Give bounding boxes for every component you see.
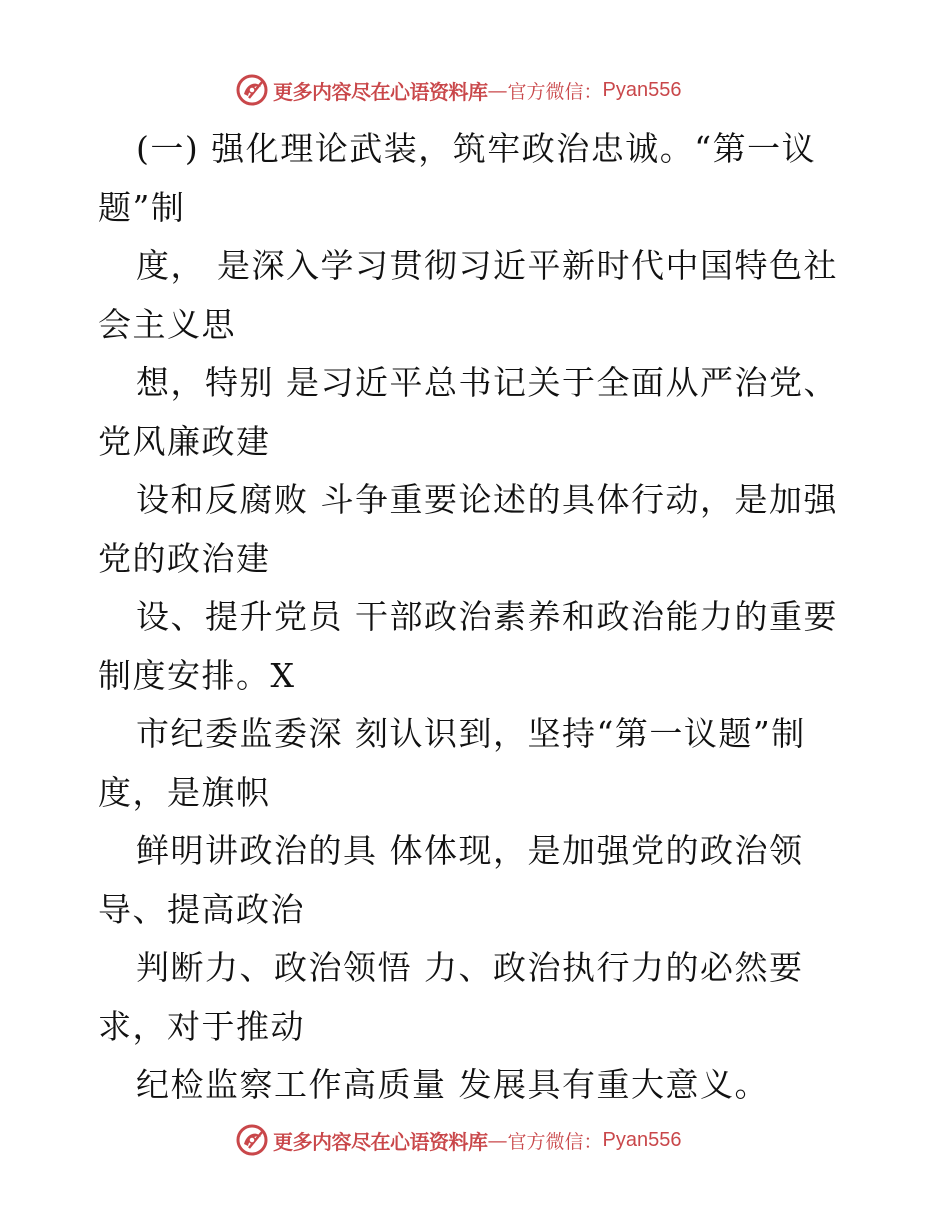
text-line: 度， 是深入学习贯彻习近平新时代中国特色社: [136, 246, 838, 285]
banner-wechat-label: 官方微信：: [507, 1130, 603, 1153]
banner-wechat-id: Pyan556: [602, 1128, 682, 1151]
footer-banner: [235, 1122, 681, 1158]
red-swirl-logo-icon: [235, 1123, 269, 1157]
text-line: 求，对于推动: [98, 1006, 305, 1046]
text-line: 制度安排。X: [98, 655, 296, 695]
text-line: 度，是旗帜: [98, 772, 271, 812]
red-swirl-logo-icon: [235, 73, 269, 107]
banner-brand-text: 更多内容尽在心语资料库: [273, 79, 488, 104]
text-line: 纪检监察工作高质量 发展具有重大意义。: [136, 1065, 769, 1104]
text-line: 党的政治建: [98, 538, 271, 578]
header-banner: [235, 72, 681, 108]
text-line: 设、提升党员 干部政治素养和政治能力的重要: [136, 597, 838, 636]
banner-separator: —: [487, 1128, 508, 1152]
text-line: 市纪委监委深 刻认识到，坚持“第一议题”制: [136, 714, 806, 753]
text-line: 设和反腐败 斗争重要论述的具体行动，是加强: [136, 480, 838, 519]
text-line: 想，特别 是习近平总书记关于全面从严治党、: [136, 363, 838, 402]
text-line: 鲜明讲政治的具 体体现，是加强党的政治领: [136, 831, 804, 870]
text-line: 题”制: [98, 187, 186, 227]
banner-separator: —: [487, 78, 508, 102]
text-line: 导、提高政治: [98, 889, 305, 929]
text-line: 判断力、政治领悟 力、政治执行力的必然要: [136, 948, 804, 987]
text-line: (一) 强化理论武装，筑牢政治忠诚。“第一议: [136, 129, 817, 168]
banner-wechat-label: 官方微信：: [507, 80, 603, 103]
text-line: 党风廉政建: [98, 421, 271, 461]
document-body: [98, 120, 858, 1115]
banner-brand-text: 更多内容尽在心语资料库: [273, 1129, 488, 1154]
text-line: 会主义思: [98, 304, 236, 344]
banner-wechat-id: Pyan556: [602, 78, 682, 101]
